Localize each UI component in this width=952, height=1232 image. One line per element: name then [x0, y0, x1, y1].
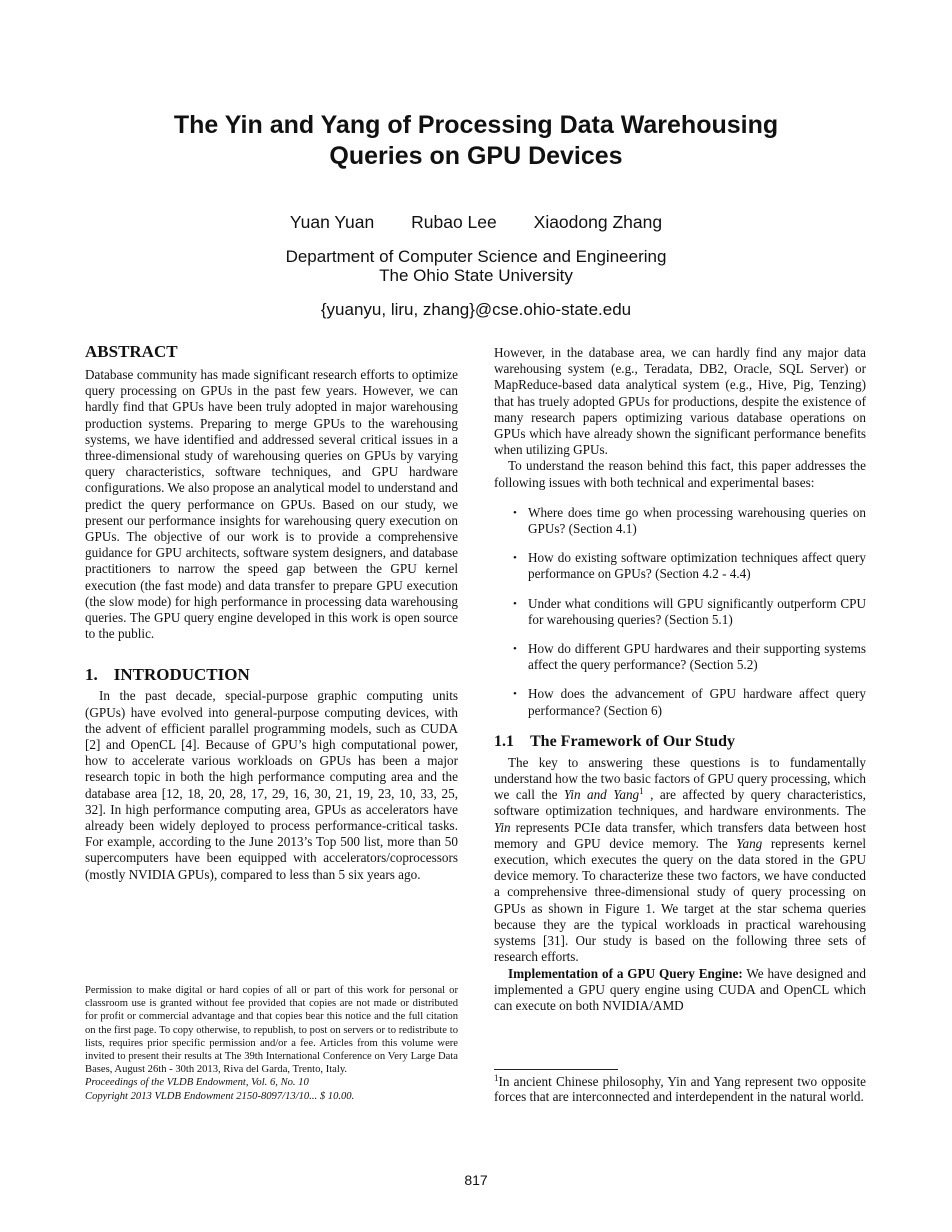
- bullet-icon: •: [513, 552, 517, 565]
- author-email: {yuanyu, liru, zhang}@cse.ohio-state.edu: [320, 300, 632, 319]
- framework-paragraph: [494, 755, 866, 966]
- author-list: [100, 211, 852, 233]
- list-item-text: How does the advancement of GPU hardware affect query performance? (Section 6): [528, 686, 866, 718]
- term-yang: Yang: [736, 835, 763, 851]
- term-yin-and-yang: Yin and Yang: [563, 787, 640, 803]
- list-item: [513, 550, 866, 582]
- bullet-icon: •: [513, 506, 517, 519]
- page-number: 817: [464, 1172, 488, 1188]
- list-item-text: Under what conditions will GPU significantly outperform CPU for warehousing queries? (Section 5.1): [528, 595, 866, 627]
- section-number: 1.: [85, 665, 98, 685]
- implementation-paragraph: [494, 966, 866, 1015]
- abstract-heading: ABSTRACT: [85, 342, 178, 361]
- list-item: [513, 686, 866, 718]
- author-name: Rubao Lee: [411, 212, 497, 232]
- footnote-text: In ancient Chinese philosophy, Yin and Yang represent two opposite forces that are interconnected and interdependent in the natural world.: [494, 1074, 866, 1105]
- footnote-marker: 1: [639, 786, 644, 797]
- footnote-marker: 1: [494, 1073, 499, 1083]
- abstract-text: Database community has made significant research efforts to optimize query processing on GPUs in the past few years. However, we can hardly find that GPUs have been truly adopted in major warehousing production systems. Preparing to merge GPUs to the warehousing systems, we have identified and addressed several critical issues in a three-dimensional study of warehousing queries on GPUs by varying query characteristics, software techniques, and GPU hardware configurations. We also propose an analytical model to understand and predict the query performance on GPUs. Based on our study, we present our performance insights for warehousing query execution on GPUs. The objective of our work is to provide a comprehensive guidance for GPU architects, software system designers, and database practitioners to narrow the speed gap between the GPU kernel execution (the fast mode) and data transfer to prepare GPU execution (the slow mode) for high performance in processing data warehousing queries. The GPU query engine developed in this work is open source to the public.: [85, 367, 458, 642]
- affiliation-university: The Ohio State University: [379, 266, 573, 285]
- author-name: Yuan Yuan: [289, 212, 375, 232]
- subsection-heading: [494, 732, 866, 752]
- list-item: [513, 504, 866, 537]
- text-run: , are affected by query characteristics, software optimization techniques, and hardware environments. The: [494, 787, 866, 819]
- left-column: [85, 342, 458, 883]
- bullet-icon: •: [513, 597, 517, 610]
- list-item: [513, 641, 866, 673]
- paper-title: [100, 110, 852, 172]
- list-item-text: How do existing software optimization techniques affect query performance on GPUs? (Section 4.2 - 4.4): [528, 550, 866, 582]
- affiliation: [100, 247, 852, 285]
- list-item-text: How do different GPU hardwares and their supporting systems affect the query performance? (Section 5.2): [528, 641, 866, 673]
- text-run: represents PCIe data transfer, which transfers data between host memory and GPU device memory. The: [494, 819, 866, 851]
- introduction-heading: [85, 665, 458, 685]
- permission-text: Permission to make digital or hard copies of all or part of this work for personal or classroom use is granted without fee provided that copies are not made or distributed for profit or commercial advantage and that copies bear this notice and the full citation on the first page. To copy otherwise, to republish, to post on servers or to redistribute to lists, requires prior specific permission and/or a fee. Articles from this volume were invited to present their results at The 39th International Conference on Very Large Data Bases, August 26th - 30th 2013, Riva del Garda, Trento, Italy.: [85, 985, 458, 1076]
- affiliation-department: Department of Computer Science and Engineering: [285, 247, 667, 266]
- bullet-icon: •: [513, 688, 517, 701]
- footnote-divider: [494, 1069, 618, 1070]
- right-paragraph-1: However, in the database area, we can hardly find any major data warehousing system (e.g., Teradata, DB2, Oracle, SQL Server) or MapReduce-based data analytical system (e.g., Hive, Pig, Tenzing) that has truely adopted GPUs for productions, despite the existence of many research papers optimizing various database operations on GPUs which have already shown the significant performance benefits when utilizing GPUs.: [494, 345, 866, 458]
- text-run: represents kernel execution, which executes the query on the data stored in the GPU device memory. To characterize these two factors, we have conducted a comprehensive three-dimensional study of query processing on GPUs as shown in Figure 1. We target at the star schema queries because they are the typical workloads in practical warehousing systems [31]. Our study is based on the following three sets of research efforts.: [494, 835, 866, 965]
- footnote: [494, 1074, 866, 1104]
- copyright-line: Copyright 2013 VLDB Endowment 2150-8097/13/10... $ 10.00.: [85, 1090, 355, 1102]
- text-run: We have designed and implemented a GPU query engine using CUDA and OpenCL which can execute on both NVIDIA/AMD: [494, 965, 866, 1013]
- title-line-1: The Yin and Yang of Processing Data Warehousing: [173, 111, 779, 139]
- section-title: INTRODUCTION: [113, 665, 250, 685]
- term-yin: Yin: [494, 819, 511, 835]
- subsection-number: 1.1: [494, 732, 514, 750]
- right-paragraph-2: To understand the reason behind this fact, this paper addresses the following issues with both technical and experimental bases:: [494, 458, 866, 490]
- research-questions-list: [494, 505, 866, 719]
- right-column: [494, 342, 866, 1014]
- proceedings-line: Proceedings of the VLDB Endowment, Vol. 6, No. 10: [85, 1077, 309, 1089]
- title-line-2: Queries on GPU Devices: [329, 142, 623, 170]
- list-item-text: Where does time go when processing warehousing queries on GPUs? (Section 4.1): [528, 504, 866, 537]
- author-name: Xiaodong Zhang: [533, 212, 663, 232]
- list-item: [513, 595, 866, 628]
- bullet-icon: •: [513, 643, 517, 656]
- run-in-heading: Implementation of a GPU Query Engine:: [508, 965, 743, 981]
- subsection-title: The Framework of Our Study: [530, 732, 736, 750]
- introduction-text: In the past decade, special-purpose graphic computing units (GPUs) have evolved into general-purpose computing devices, with the advent of efficient parallel programming models, such as CUDA [2] and OpenCL [4]. Because of GPU’s high computational power, how to accelerate various workloads on GPUs has been a major research topic in both the high performance computing area and the database area [12, 18, 20, 28, 17, 29, 16, 30, 21, 19, 23, 10, 33, 25, 32]. In high performance computing area, GPUs as accelerators have already been widely deployed to process performance-critical tasks. For example, according to the June 2013’s Top 500 list, more than 50 supercomputers have been equipped with accelerators/coprocessors (mostly NVIDIA GPUs), compared to less than 5 six years ago.: [85, 688, 458, 882]
- permission-notice: [85, 984, 458, 1103]
- text-run: The key to answering these questions is to fundamentally understand how the two basic factors of GPU query processing, which we call the: [494, 754, 866, 803]
